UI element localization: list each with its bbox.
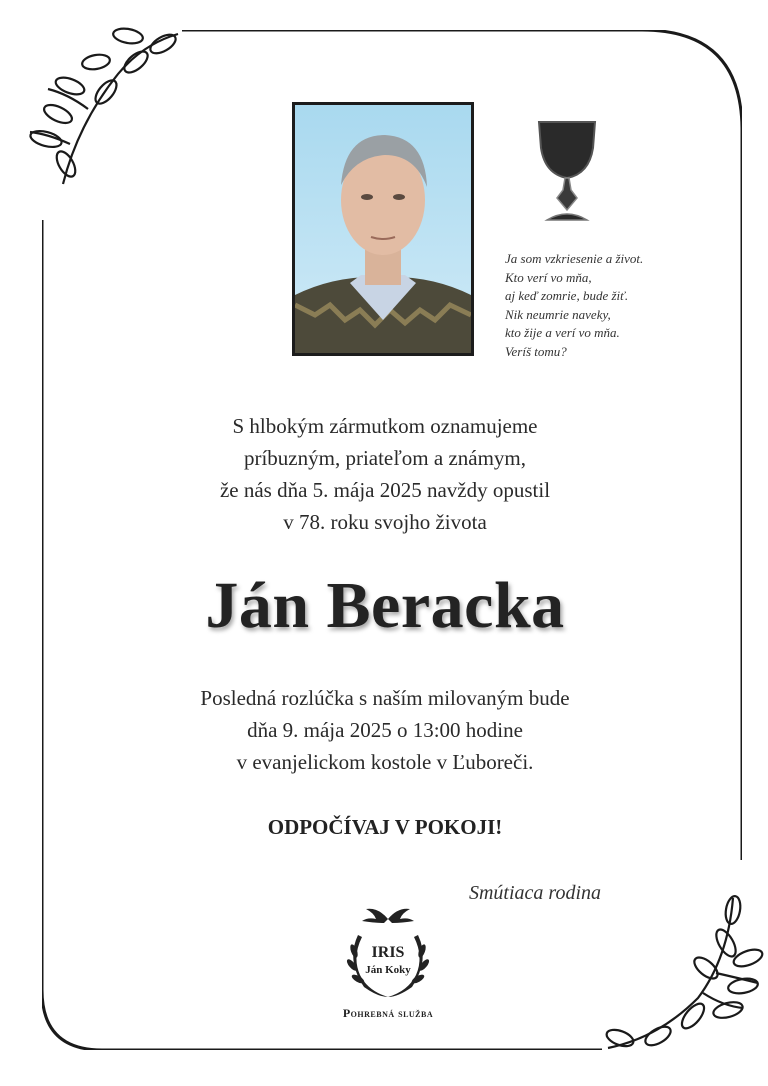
- verse-line: kto žije a verí vo mňa.: [505, 325, 620, 340]
- signature: Smútiaca rodina: [468, 882, 602, 904]
- vine-bottom-right: [598, 888, 768, 1068]
- rest-in-peace: ODPOČÍVAJ V POKOJI!: [267, 815, 503, 839]
- deceased-name: Ján Beracka: [205, 569, 565, 642]
- announcement-line: že nás dňa 5. mája 2025 navždy opustil: [219, 478, 551, 502]
- announcement-line: príbuzným, priateľom a známym,: [243, 446, 527, 470]
- announcement-line: v 78. roku svojho života: [283, 510, 487, 534]
- verse-line: Nik neumrie naveky,: [505, 306, 611, 322]
- farewell-line: Posledná rozlúčka s naším milovaným bude: [200, 686, 570, 710]
- logo-owner: Ján Koky: [365, 964, 411, 976]
- funeral-service-logo: [338, 905, 438, 1001]
- verse-line: aj keď zomrie, bude žiť.: [505, 288, 629, 303]
- farewell-line: dňa 9. mája 2025 o 13:00 hodine: [247, 718, 523, 742]
- farewell-text: [120, 682, 650, 778]
- announcement-text: [120, 410, 650, 538]
- verse-line: Veríš tomu?: [505, 343, 567, 359]
- chalice-icon: [535, 120, 599, 224]
- announcement-line: S hlbokým zármutkom oznamujeme: [232, 414, 538, 438]
- logo-brand: IRIS: [371, 944, 405, 961]
- farewell-line: v evanjelickom kostole v Ľuboreči.: [236, 750, 534, 774]
- vine-top-left: [18, 14, 188, 194]
- verse-line: Ja som vzkriesenie a život.: [505, 251, 644, 266]
- bible-verse: [505, 250, 705, 361]
- verse-line: Kto verí vo mňa,: [505, 269, 592, 285]
- portrait-photo: [292, 102, 474, 356]
- funeral-service-label: Pohrebná služba: [342, 1006, 434, 1020]
- doves-icon: [362, 909, 414, 923]
